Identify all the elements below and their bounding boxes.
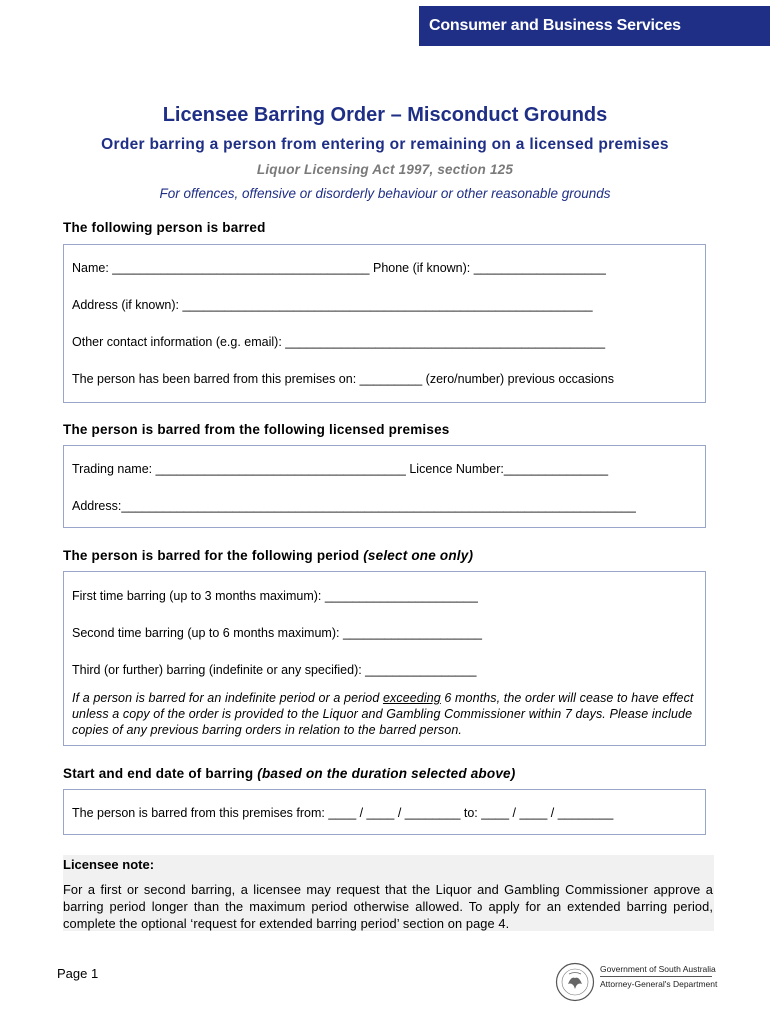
- page-title: Licensee Barring Order – Misconduct Grounds: [162, 104, 608, 126]
- section-premises-heading: The person is barred from the following licensed premises: [63, 422, 450, 437]
- premises-box: [63, 445, 706, 528]
- act-reference: Liquor Licensing Act 1997, section 125: [256, 162, 514, 177]
- offences-description: For offences, offensive or disorderly behaviour or other reasonable grounds: [159, 186, 611, 201]
- first-time-barring-field[interactable]: First time barring (up to 3 months maximum): ______________________: [72, 589, 478, 603]
- page-subtitle: Order barring a person from entering or remaining on a licensed premises: [101, 136, 669, 153]
- period-note: If a person is barred for an indefinite period or a period exceeding 6 months, the order will cease to have effect unless a copy of the order is provided to the Liquor and Gambling Commissioner within 7 days. Please include copies of any previous barring orders in relation to the barred person.: [72, 691, 694, 737]
- section-dates-heading: Start and end date of barring (based on the duration selected above): [63, 766, 516, 781]
- second-time-barring-field[interactable]: Second time barring (up to 6 months maximum): ____________________: [72, 626, 482, 640]
- trading-name-licence-field[interactable]: Trading name: ____________________________________ Licence Number:_______________: [72, 462, 609, 476]
- barring-dates-field[interactable]: The person is barred from this premises from: ____ / ____ / ________ to: ____ / ____ / ________: [72, 806, 614, 820]
- section-period-heading: The person is barred for the following period (select one only): [63, 548, 474, 563]
- licensee-note-heading: Licensee note:: [63, 857, 155, 872]
- name-phone-field[interactable]: Name: _____________________________________ Phone (if known): ___________________: [72, 261, 606, 275]
- premises-address-field[interactable]: Address:__________________________________________________________________________: [72, 499, 636, 513]
- licensee-note-body: For a first or second barring, a licensee may request that the Liquor and Gambling Commissioner approve a barring period longer than the maximum period otherwise allowed. To apply for an extended barring period, complete the optional ‘request for extended barring period’ section on page 4.: [63, 882, 713, 931]
- previous-occasions-field[interactable]: The person has been barred from this premises on: _________ (zero/number) previous occasions: [72, 372, 614, 386]
- brand-banner: Consumer and Business Services: [419, 6, 770, 46]
- third-barring-field[interactable]: Third (or further) barring (indefinite or any specified): ________________: [72, 663, 477, 677]
- address-field[interactable]: Address (if known): ___________________________________________________________: [72, 298, 593, 312]
- section-barred-person-heading: The following person is barred: [63, 220, 266, 235]
- department-text: Attorney-General's Department: [600, 979, 718, 989]
- contact-info-field[interactable]: Other contact information (e.g. email): ______________________________________________: [72, 335, 606, 349]
- gov-divider: [600, 976, 712, 977]
- south-australia-seal-icon: [555, 962, 595, 1002]
- gov-sa-text: Government of South Australia: [600, 964, 716, 974]
- page-number: Page 1: [57, 966, 99, 981]
